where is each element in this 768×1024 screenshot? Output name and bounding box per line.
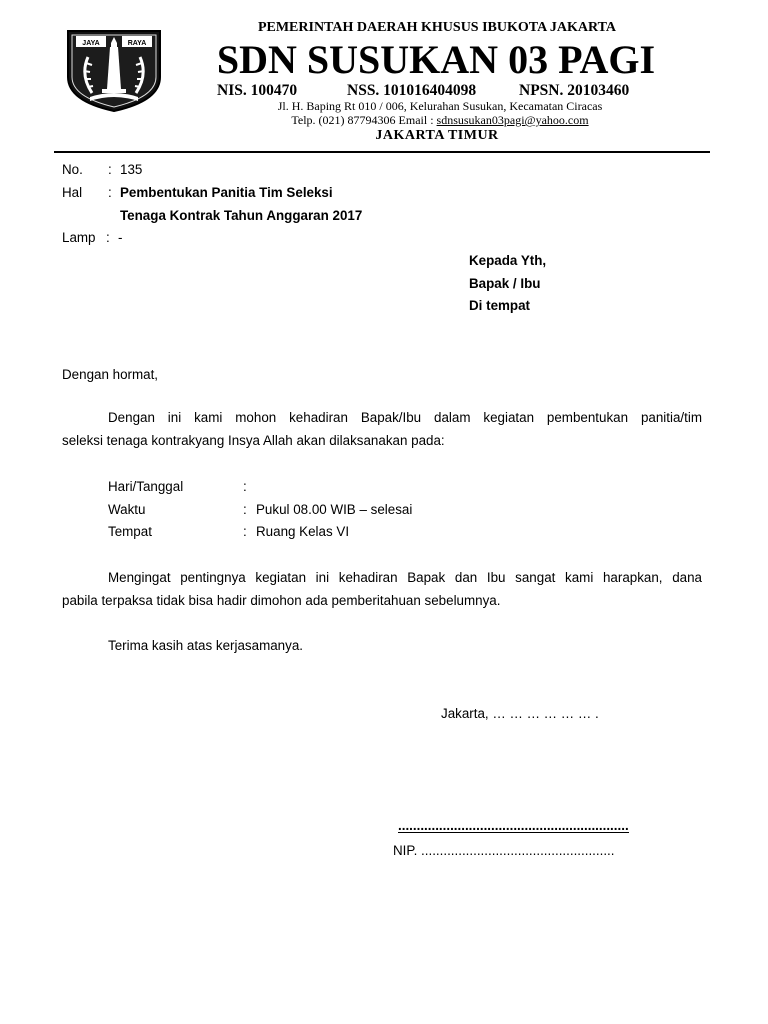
hal-label: Hal bbox=[62, 185, 83, 200]
schedule-place-value: Ruang Kelas VI bbox=[256, 524, 350, 539]
schedule-time-label: Waktu bbox=[108, 502, 146, 517]
npsn-number: NPSN. 20103460 bbox=[519, 82, 630, 99]
jakarta-emblem-logo bbox=[66, 27, 162, 113]
lamp-value: - bbox=[118, 230, 123, 245]
recipient-line-1: Kepada Yth, bbox=[469, 253, 547, 268]
greeting: Dengan hormat, bbox=[62, 367, 159, 382]
subject-line-2: Tenaga Kontrak Tahun Anggaran 2017 bbox=[120, 208, 363, 223]
recipient-line-2: Bapak / Ibu bbox=[469, 276, 541, 291]
schedule-time-separator: : bbox=[243, 502, 247, 517]
no-label: No. bbox=[62, 162, 83, 177]
contact-line bbox=[160, 113, 720, 128]
paragraph-2-line-2: pabila terpaksa tidak bisa hadir dimohon ada pemberitahuan sebelumnya. bbox=[62, 593, 501, 608]
schedule-date-separator: : bbox=[243, 479, 247, 494]
letterhead-divider bbox=[54, 151, 710, 153]
schedule-place-label: Tempat bbox=[108, 524, 152, 539]
school-name: SDN SUSUKAN 03 PAGI bbox=[216, 37, 656, 82]
no-value: 135 bbox=[120, 162, 143, 177]
lamp-label: Lamp bbox=[62, 230, 96, 245]
government-heading: PEMERINTAH DAERAH KHUSUS IBUKOTA JAKARTA bbox=[257, 20, 617, 35]
school-address: Jl. H. Baping Rt 010 / 006, Kelurahan Susukan, Kecamatan Ciracas bbox=[277, 99, 603, 113]
no-separator: : bbox=[108, 162, 112, 177]
telephone-text: Telp. (021) 87794306 Email : bbox=[291, 113, 437, 127]
place-date: Jakarta, … … … … … … . bbox=[441, 706, 599, 721]
schedule-place-separator: : bbox=[243, 524, 247, 539]
nss-number: NSS. 101016404098 bbox=[347, 82, 477, 99]
svg-text:RAYA: RAYA bbox=[127, 40, 147, 47]
svg-text:JAYA: JAYA bbox=[82, 40, 100, 47]
nis-number: NIS. 100470 bbox=[217, 82, 298, 99]
schedule-date-label: Hari/Tanggal bbox=[108, 479, 184, 494]
lamp-separator: : bbox=[106, 230, 110, 245]
email-link[interactable]: sdnsusukan03pagi@yahoo.com bbox=[436, 113, 589, 127]
paragraph-1-line-2: seleksi tenaga kontrakyang Insya Allah akan dilaksanakan pada: bbox=[62, 433, 445, 448]
recipient-line-3: Di tempat bbox=[469, 298, 531, 313]
schedule-time-value: Pukul 08.00 WIB – selesai bbox=[256, 502, 413, 517]
region-heading: JAKARTA TIMUR bbox=[375, 128, 499, 143]
closing-remark: Terima kasih atas kerjasamanya. bbox=[108, 638, 303, 653]
nip-line: NIP. .................................................... bbox=[393, 843, 615, 858]
hal-separator: : bbox=[108, 185, 112, 200]
signatory-name-placeholder: .............................................................. bbox=[398, 818, 629, 833]
paragraph-1-line-1: Dengan ini kami mohon kehadiran Bapak/Ibu dalam kegiatan pembentukan panitia/tim bbox=[108, 410, 702, 425]
subject-line-1: Pembentukan Panitia Tim Seleksi bbox=[120, 185, 333, 200]
paragraph-2-line-1: Mengingat pentingnya kegiatan ini kehadiran Bapak dan Ibu sangat kami harapkan, dana bbox=[108, 570, 702, 585]
